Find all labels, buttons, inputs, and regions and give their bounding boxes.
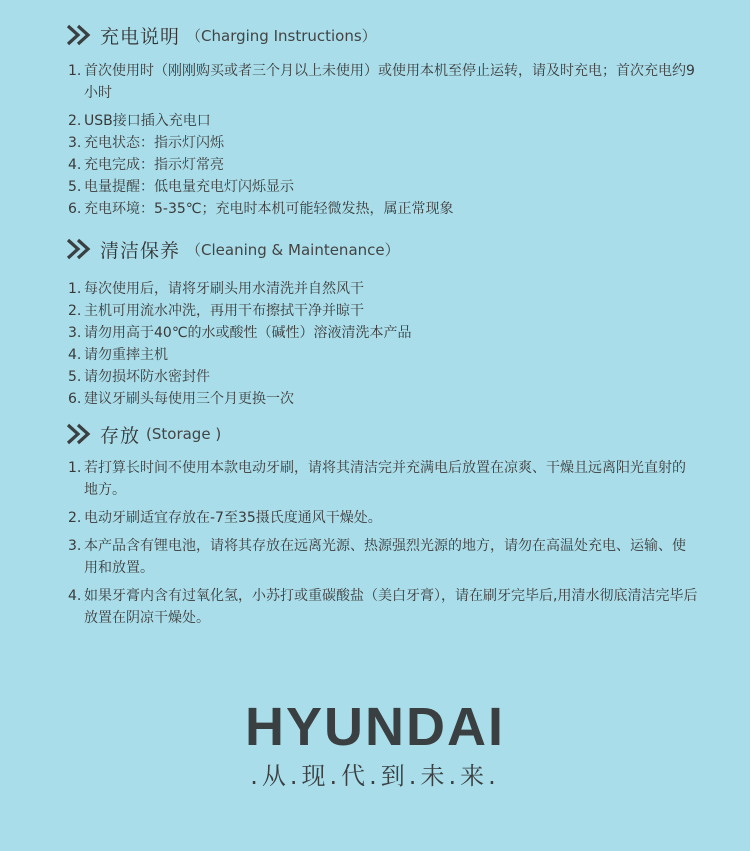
item-text: 主机可用流水冲洗，再用干布擦拭干净并晾干: [84, 303, 364, 319]
section-title-zh: 充电说明: [100, 25, 181, 48]
double-chevron-icon: [66, 238, 96, 260]
charging-list: [68, 60, 698, 220]
list-item: [68, 457, 698, 501]
item-number: 4.: [68, 157, 82, 173]
item-text: 每次使用后，请将牙刷头用水清洗并自然风干: [84, 281, 364, 297]
item-number: 5.: [68, 179, 82, 195]
brand-slogan: .从.现.代.到.未.来.: [250, 762, 500, 790]
item-number: 3.: [68, 538, 82, 554]
section-title-cleaning: [66, 234, 400, 264]
item-text: USB接口插入充电口: [84, 113, 211, 129]
item-text: 充电环境：5-35℃；充电时本机可能轻微发热，属正常现象: [84, 201, 454, 217]
item-text: 若打算长时间不使用本款电动牙刷，请将其清洁完并充满电后放置在凉爽、干燥且远离阳光直射的地方。: [84, 460, 686, 498]
item-number: 4.: [68, 347, 82, 363]
item-text: 电量提醒：低电量充电灯闪烁显示: [84, 179, 294, 195]
section-title-en: （Charging Instructions）: [186, 26, 377, 45]
item-text: 电动牙刷适宜存放在-7至35摄氏度通风干燥处。: [84, 510, 382, 526]
list-item: [68, 507, 698, 529]
section-title-en: （Cleaning & Maintenance）: [186, 240, 400, 259]
item-number: 3.: [68, 325, 82, 341]
cleaning-list: [68, 278, 698, 410]
double-chevron-icon: [66, 24, 96, 46]
list-item: [68, 585, 698, 629]
list-item: [68, 278, 698, 300]
storage-list: [68, 457, 698, 629]
item-number: 1.: [68, 63, 82, 79]
list-item: [68, 366, 698, 388]
item-text: 请勿损坏防水密封件: [84, 369, 210, 385]
item-number: 1.: [68, 281, 82, 297]
double-chevron-icon: [66, 423, 96, 445]
item-number: 6.: [68, 391, 82, 407]
section-title-charging: [66, 20, 377, 50]
section-title-zh: 存放: [100, 424, 141, 447]
section-title-zh: 清洁保养: [100, 239, 181, 262]
item-text: 如果牙膏内含有过氧化氢，小苏打或重碳酸盐（美白牙膏），请在刷牙完毕后,用清水彻底清洁完毕后放置在阴凉干燥处。: [84, 588, 698, 626]
list-item: [68, 344, 698, 366]
item-text: 建议牙刷头每使用三个月更换一次: [84, 391, 294, 407]
item-text: 本产品含有锂电池，请将其存放在远离光源、热源强烈光源的地方，请勿在高温处充电、运输、使用和放置。: [84, 538, 686, 576]
item-number: 4.: [68, 588, 82, 604]
list-item: [68, 132, 698, 154]
list-item: [68, 110, 698, 132]
item-text: 充电状态：指示灯闪烁: [84, 135, 224, 151]
list-item: [68, 300, 698, 322]
list-item: [68, 154, 698, 176]
list-item: [68, 535, 698, 579]
list-item: [68, 388, 698, 410]
list-item: [68, 176, 698, 198]
list-item: [68, 60, 698, 104]
section-title-en: (Storage ): [146, 425, 222, 443]
list-item: [68, 322, 698, 344]
item-text: 请勿用高于40℃的水或酸性（碱性）溶液清洗本产品: [84, 325, 412, 341]
section-title-storage: [66, 419, 221, 449]
item-number: 2.: [68, 510, 82, 526]
list-item: [68, 198, 698, 220]
item-text: 请勿重摔主机: [84, 347, 168, 363]
item-number: 2.: [68, 113, 82, 129]
item-text: 首次使用时（刚刚购买或者三个月以上未使用）或使用本机至停止运转，请及时充电；首次充电约9小时: [84, 63, 695, 101]
item-number: 1.: [68, 460, 82, 476]
item-number: 6.: [68, 201, 82, 217]
item-number: 2.: [68, 303, 82, 319]
item-number: 3.: [68, 135, 82, 151]
item-text: 充电完成：指示灯常亮: [84, 157, 224, 173]
item-number: 5.: [68, 369, 82, 385]
brand-logo: HYUNDAI: [244, 697, 505, 757]
